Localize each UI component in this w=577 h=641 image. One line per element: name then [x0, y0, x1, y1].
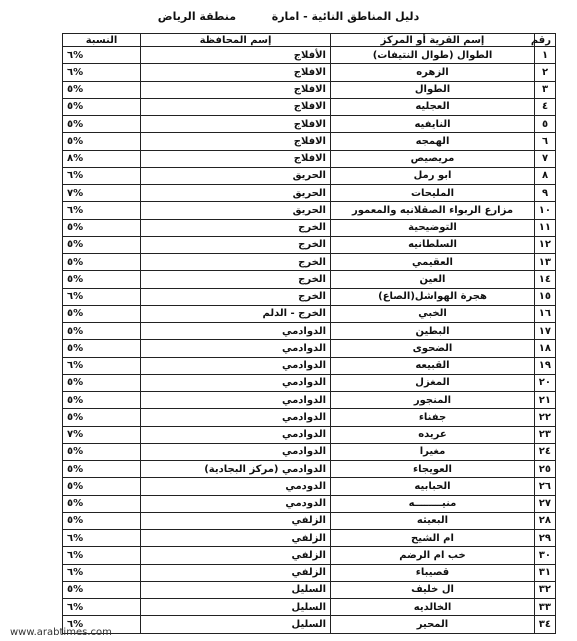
percent-value: ٦%: [63, 616, 141, 633]
site-watermark: www.arabtimes.com: [10, 627, 112, 638]
village-name: الضحوى: [331, 340, 535, 357]
village-name: الخبي: [331, 305, 535, 322]
governorate-name: الدوادمي: [141, 426, 331, 443]
governorate-name: الدوادمي: [141, 357, 331, 374]
row-number: ١٠: [535, 202, 556, 219]
governorate-name: الافلاج: [141, 150, 331, 167]
governorate-name: الحريق: [141, 167, 331, 184]
table-row: [63, 495, 556, 512]
percent-value: ٥%: [63, 409, 141, 426]
percent-value: ٥%: [63, 581, 141, 598]
governorate-name: الزلفي: [141, 564, 331, 581]
percent-value: ٦%: [63, 530, 141, 547]
percent-value: ٧%: [63, 185, 141, 202]
row-number: ١٩: [535, 357, 556, 374]
percent-value: ٥%: [63, 461, 141, 478]
percent-value: ٥%: [63, 374, 141, 391]
table-row: [63, 374, 556, 391]
table-row: [63, 409, 556, 426]
governorate-name: السليل: [141, 616, 331, 633]
percent-value: ٥%: [63, 254, 141, 271]
village-name: المنجور: [331, 392, 535, 409]
village-name: الزهره: [331, 64, 535, 81]
row-number: ٢٤: [535, 443, 556, 460]
percent-value: ٥%: [63, 98, 141, 115]
table-row: [63, 616, 556, 633]
governorate-name: الدوادمي: [141, 374, 331, 391]
percent-value: ٥%: [63, 392, 141, 409]
percent-value: ٦%: [63, 202, 141, 219]
table-row: [63, 461, 556, 478]
percent-value: ٥%: [63, 340, 141, 357]
percent-value: ٥%: [63, 512, 141, 529]
village-name: العين: [331, 271, 535, 288]
village-name: التوضيحية: [331, 219, 535, 236]
row-number: ٢٢: [535, 409, 556, 426]
governorate-name: الافلاج: [141, 133, 331, 150]
percent-value: ٦%: [63, 357, 141, 374]
table-row: [63, 202, 556, 219]
row-number: ٢٨: [535, 512, 556, 529]
village-name: البطين: [331, 323, 535, 340]
village-name: الحبابيه: [331, 478, 535, 495]
table-row: [63, 219, 556, 236]
governorate-name: الخرج: [141, 219, 331, 236]
governorate-name: الافلاج: [141, 98, 331, 115]
governorate-name: الافلاج: [141, 81, 331, 98]
governorate-name: الخرج: [141, 236, 331, 253]
row-number: ١٢: [535, 236, 556, 253]
governorate-name: الدوادمي: [141, 392, 331, 409]
table-row: [63, 254, 556, 271]
percent-value: ٥%: [63, 219, 141, 236]
village-name: المحير: [331, 616, 535, 633]
row-number: ٤: [535, 98, 556, 115]
row-number: ٢: [535, 64, 556, 81]
village-name: العقيمي: [331, 254, 535, 271]
governorate-name: السليل: [141, 581, 331, 598]
governorate-name: الافلاج: [141, 116, 331, 133]
header-num: رقم: [535, 34, 556, 47]
percent-value: ٥%: [63, 323, 141, 340]
row-number: ١: [535, 47, 556, 64]
village-name: العويجاء: [331, 461, 535, 478]
table-row: [63, 98, 556, 115]
table-row: [63, 167, 556, 184]
percent-value: ٥%: [63, 81, 141, 98]
village-name: البعيثه: [331, 512, 535, 529]
governorate-name: الدوادمي: [141, 340, 331, 357]
row-number: ١٦: [535, 305, 556, 322]
document-title: [0, 10, 577, 23]
village-name: جفناء: [331, 409, 535, 426]
table-row: [63, 530, 556, 547]
village-name: العجليه: [331, 98, 535, 115]
row-number: ٣٠: [535, 547, 556, 564]
table-row: [63, 547, 556, 564]
region-text: منطقة الرياض: [157, 10, 237, 23]
row-number: ٢٠: [535, 374, 556, 391]
row-number: ٩: [535, 185, 556, 202]
row-number: ٢٧: [535, 495, 556, 512]
row-number: ٨: [535, 167, 556, 184]
header-governorate: إسم المحافظة: [141, 34, 331, 47]
village-name: مزارع الربواء الصقلانيه والمعمور: [331, 202, 535, 219]
percent-value: ٦%: [63, 564, 141, 581]
table-header-row: [63, 34, 556, 47]
governorate-name: الحريق: [141, 185, 331, 202]
percent-value: ٥%: [63, 236, 141, 253]
village-name: القبيعه: [331, 357, 535, 374]
percent-value: ٥%: [63, 116, 141, 133]
percent-value: ٥%: [63, 133, 141, 150]
row-number: ٧: [535, 150, 556, 167]
row-number: ٣١: [535, 564, 556, 581]
table-row: [63, 116, 556, 133]
row-number: ١٥: [535, 288, 556, 305]
governorate-name: الدوادمي: [141, 323, 331, 340]
table-row: [63, 478, 556, 495]
village-name: المليحات: [331, 185, 535, 202]
row-number: ٢٩: [535, 530, 556, 547]
village-name: الخالديه: [331, 599, 535, 616]
governorate-name: الافلاج: [141, 64, 331, 81]
governorate-name: الأفلاج: [141, 47, 331, 64]
row-number: ١١: [535, 219, 556, 236]
village-name: الطوال (طوال النتيفات): [331, 47, 535, 64]
village-name: الهمجه: [331, 133, 535, 150]
percent-value: ٥%: [63, 443, 141, 460]
table-row: [63, 512, 556, 529]
table-row: [63, 357, 556, 374]
governorate-name: الخرج - الدلم: [141, 305, 331, 322]
row-number: ٣: [535, 81, 556, 98]
village-name: عريده: [331, 426, 535, 443]
row-number: ٣٣: [535, 599, 556, 616]
percent-value: ٥%: [63, 305, 141, 322]
governorate-name: السليل: [141, 599, 331, 616]
table-row: [63, 288, 556, 305]
village-name: المغزل: [331, 374, 535, 391]
row-number: ٣٤: [535, 616, 556, 633]
governorate-name: الدودمي: [141, 478, 331, 495]
row-number: ٢٥: [535, 461, 556, 478]
village-name: مريصيص: [331, 150, 535, 167]
percent-value: ٦%: [63, 167, 141, 184]
village-name: منيــــــــه: [331, 495, 535, 512]
row-number: ١٨: [535, 340, 556, 357]
row-number: ٢١: [535, 392, 556, 409]
governorate-name: الدوادمي: [141, 409, 331, 426]
percent-value: ٧%: [63, 426, 141, 443]
table-row: [63, 236, 556, 253]
table-row: [63, 340, 556, 357]
governorate-name: الخرج: [141, 254, 331, 271]
village-name: ابو رمل: [331, 167, 535, 184]
table-row: [63, 150, 556, 167]
table-row: [63, 47, 556, 64]
governorate-name: الدودمي: [141, 495, 331, 512]
row-number: ١٧: [535, 323, 556, 340]
percent-value: ٦%: [63, 547, 141, 564]
table-row: [63, 185, 556, 202]
row-number: ٥: [535, 116, 556, 133]
percent-value: ٨%: [63, 150, 141, 167]
table-row: [63, 581, 556, 598]
table-row: [63, 392, 556, 409]
governorate-name: الخرج: [141, 288, 331, 305]
village-name: الطوال: [331, 81, 535, 98]
table-row: [63, 426, 556, 443]
row-number: ٢٣: [535, 426, 556, 443]
village-name: خب ام الرضم: [331, 547, 535, 564]
percent-value: ٦%: [63, 599, 141, 616]
village-name: النايفيه: [331, 116, 535, 133]
table-row: [63, 81, 556, 98]
header-village: إسم القرية أو المركز: [331, 34, 535, 47]
percent-value: ٥%: [63, 271, 141, 288]
percent-value: ٦%: [63, 288, 141, 305]
governorate-name: الدوادمي: [141, 443, 331, 460]
governorate-name: الزلفي: [141, 512, 331, 529]
table-row: [63, 271, 556, 288]
villages-table: [62, 33, 556, 634]
table-row: [63, 133, 556, 150]
percent-value: ٦%: [63, 47, 141, 64]
row-number: ١٤: [535, 271, 556, 288]
percent-value: ٦%: [63, 64, 141, 81]
village-name: قصيباء: [331, 564, 535, 581]
percent-value: ٥%: [63, 478, 141, 495]
governorate-name: الدوادمي (مركز البجادية): [141, 461, 331, 478]
row-number: ١٣: [535, 254, 556, 271]
village-name: ام الشيح: [331, 530, 535, 547]
governorate-name: الحريق: [141, 202, 331, 219]
village-name: ال خليف: [331, 581, 535, 598]
table-row: [63, 564, 556, 581]
governorate-name: الخرج: [141, 271, 331, 288]
table-row: [63, 443, 556, 460]
village-name: السلطانيه: [331, 236, 535, 253]
governorate-name: الزلفي: [141, 547, 331, 564]
table-row: [63, 305, 556, 322]
percent-value: ٥%: [63, 495, 141, 512]
table-row: [63, 599, 556, 616]
governorate-name: الزلفي: [141, 530, 331, 547]
title-text: دليل المناطق النائية - امارة: [271, 10, 420, 23]
table-body: [63, 47, 556, 634]
village-name: هجرة الهواشل(الصاع): [331, 288, 535, 305]
table-row: [63, 323, 556, 340]
row-number: ٢٦: [535, 478, 556, 495]
row-number: ٦: [535, 133, 556, 150]
header-percent: النسبة: [63, 34, 141, 47]
table-row: [63, 64, 556, 81]
village-name: مغيرا: [331, 443, 535, 460]
row-number: ٣٢: [535, 581, 556, 598]
